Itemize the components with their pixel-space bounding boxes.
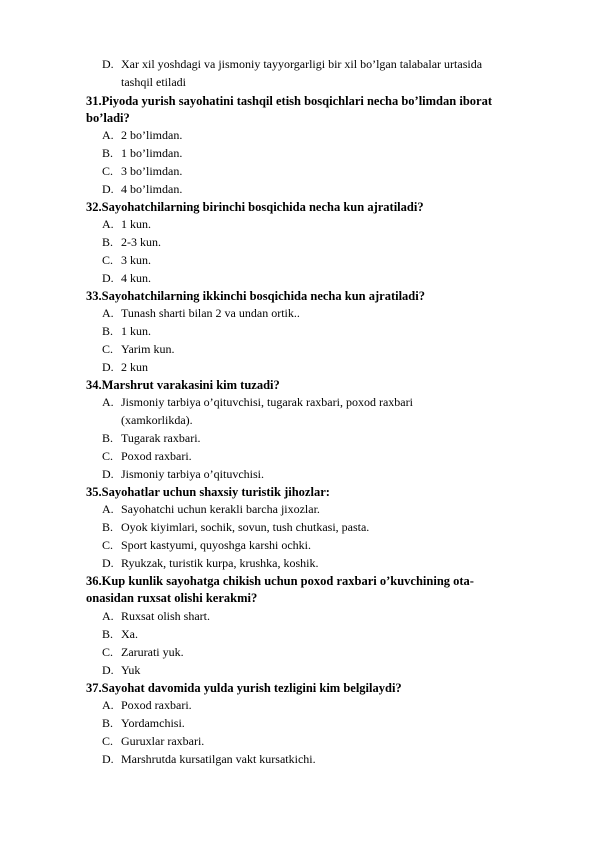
option-letter: A. [102,306,114,320]
option-text: Jismoniy tarbiya o’qituvchisi, tugarak raxbari, poxod raxbari [121,395,413,409]
option-letter: D. [102,467,114,481]
option-letter: D. [102,360,114,374]
option-text: 1 bo’limdan. [121,146,183,160]
option-letter: B. [102,716,114,730]
option-letter: A. [102,217,114,231]
option-text: Jismoniy tarbiya o’qituvchisi. [121,467,264,481]
option-letter: A. [102,395,114,409]
option-text: (xamkorlikda). [121,413,193,427]
option-text: Oyok kiyimlari, sochik, sovun, tush chutkasi, pasta. [121,520,370,534]
option-text: tashqil etiladi [121,75,186,89]
option-letter: A. [102,128,114,142]
question-title: 36.Kup kunlik sayohatga chikish uchun poxod raxbari o’kuvchining ota- [86,574,474,588]
option-text: Sayohatchi uchun kerakli barcha jixozlar. [121,502,320,516]
option-text: Xa. [121,627,138,641]
option-letter: D. [102,556,114,570]
question-title: 34.Marshrut varakasini kim tuzadi? [86,378,280,392]
option-text: 4 bo’limdan. [121,182,183,196]
option-text: Yuk [121,663,141,677]
question-title: 35.Sayohatlar uchun shaxsiy turistik jihozlar: [86,485,330,499]
option-letter: C. [102,164,114,178]
question-title: 33.Sayohatchilarning ikkinchi bosqichida necha kun ajratiladi? [86,289,425,303]
option-letter: B. [102,146,114,160]
option-text: Guruxlar raxbari. [121,734,205,748]
option-letter: C. [102,645,114,659]
option-letter: C. [102,342,114,356]
question-title: 37.Sayohat davomida yulda yurish tezligini kim belgilaydi? [86,681,402,695]
option-letter: D. [102,752,114,766]
option-letter: C. [102,253,114,267]
question-title-continuation: bo’ladi? [86,111,130,125]
question-title-continuation: onasidan ruxsat olishi kerakmi? [86,591,258,605]
option-text: Zarurati yuk. [121,645,184,659]
option-letter: B. [102,235,114,249]
option-text: Marshrutda kursatilgan vakt kursatkichi. [121,752,316,766]
option-text: Ryukzak, turistik kurpa, krushka, koshik. [121,556,319,570]
option-text: 2-3 kun. [121,235,161,249]
option-text: Poxod raxbari. [121,449,192,463]
option-text: 1 kun. [121,217,151,231]
option-text: 2 bo’limdan. [121,128,183,142]
option-letter: B. [102,324,114,338]
option-text: Tugarak raxbari. [121,431,201,445]
option-text: 4 kun. [121,271,151,285]
option-text: Yordamchisi. [121,716,185,730]
option-letter: A. [102,698,114,712]
option-letter: B. [102,627,114,641]
option-letter: A. [102,502,114,516]
option-text: Tunash sharti bilan 2 va undan ortik.. [121,306,300,320]
option-letter: C. [102,449,114,463]
option-letter: C. [102,734,114,748]
option-letter: D. [102,57,114,71]
question-title: 31.Piyoda yurish sayohatini tashqil etish bosqichlari necha bo’limdan iborat [86,94,492,108]
option-text: Xar xil yoshdagi va jismoniy tayyorgarligi bir xil bo’lgan talabalar urtasida [121,57,483,71]
option-letter: D. [102,182,114,196]
option-text: Sport kastyumi, quyoshga karshi ochki. [121,538,311,552]
option-letter: C. [102,538,114,552]
option-text: Yarim kun. [121,342,175,356]
option-text: Poxod raxbari. [121,698,192,712]
option-text: 3 kun. [121,253,151,267]
option-letter: B. [102,520,114,534]
option-letter: D. [102,663,114,677]
option-text: 2 kun [121,360,148,374]
option-text: Ruxsat olish shart. [121,609,210,623]
option-text: 3 bo’limdan. [121,164,183,178]
option-letter: D. [102,271,114,285]
option-text: 1 kun. [121,324,151,338]
option-letter: A. [102,609,114,623]
question-title: 32.Sayohatchilarning birinchi bosqichida necha kun ajratiladi? [86,200,424,214]
option-letter: B. [102,431,114,445]
